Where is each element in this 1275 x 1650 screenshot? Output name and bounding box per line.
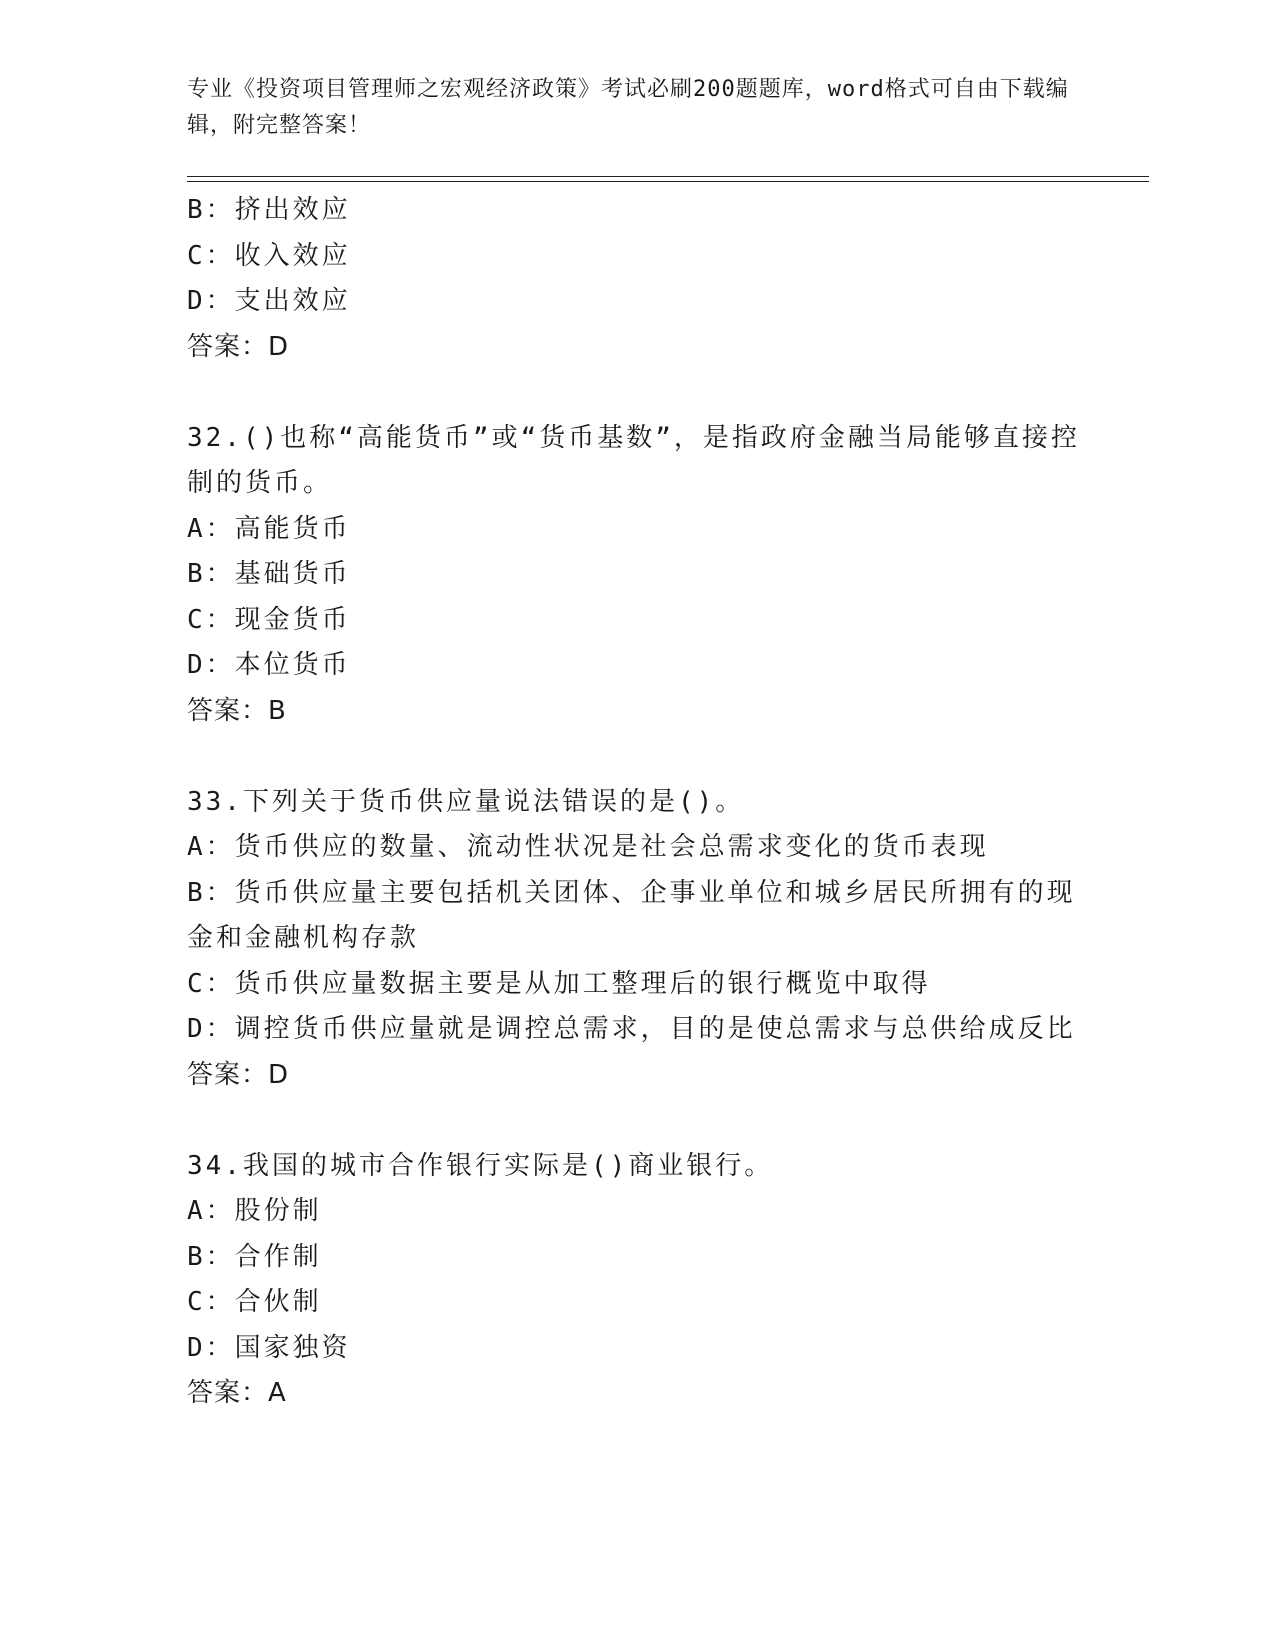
option-b: B：货币供应量主要包括机关团体、企事业单位和城乡居民所拥有的现金和金融机构存款 <box>187 877 1076 953</box>
answer-line: 答案：A <box>187 1378 287 1408</box>
question-stem: 33.下列关于货币供应量说法错误的是()。 <box>187 786 745 817</box>
option-a: A：股份制 <box>187 1196 322 1226</box>
header-double-rule <box>187 176 1149 182</box>
question-stem: 34.我国的城市合作银行实际是()商业银行。 <box>187 1150 774 1181</box>
header-title: 专业《投资项目管理师之宏观经济政策》考试必刷200题题库，word格式可自由下载编辑，附完整答案！ <box>187 77 1069 138</box>
option-b: B：基础货币 <box>187 559 351 589</box>
page-header <box>187 72 1087 144</box>
option-c: C：货币供应量数据主要是从加工整理后的银行概览中取得 <box>187 968 931 999</box>
answer-line: 答案：D <box>187 1059 290 1090</box>
option-d: D：本位货币 <box>187 650 351 680</box>
answer-line: 答案：D <box>187 331 290 362</box>
option-d: D：支出效应 <box>187 286 351 316</box>
question-stem: 32.()也称“高能货币”或“货币基数”，是指政府金融当局能够直接控制的货币。 <box>187 422 1080 498</box>
question-block-33 <box>187 780 1087 1099</box>
option-c: C：合伙制 <box>187 1287 322 1317</box>
option-d: D：国家独资 <box>187 1332 351 1363</box>
option-c: C：收入效应 <box>187 240 351 271</box>
spacer <box>187 1098 1087 1144</box>
question-list <box>187 188 1087 1417</box>
option-c: C：现金货币 <box>187 604 351 635</box>
question-block-partial <box>187 188 1087 370</box>
option-a: A：货币供应的数量、流动性状况是社会总需求变化的货币表现 <box>187 832 989 862</box>
option-d: D：调控货币供应量就是调控总需求，目的是使总需求与总供给成反比 <box>187 1014 1076 1044</box>
option-b: B：挤出效应 <box>187 195 351 225</box>
spacer <box>187 734 1087 780</box>
question-block-32 <box>187 416 1087 735</box>
spacer <box>187 370 1087 416</box>
answer-line: 答案：B <box>187 695 287 726</box>
option-b: B：合作制 <box>187 1241 322 1272</box>
question-block-34 <box>187 1144 1087 1417</box>
option-a: A：高能货币 <box>187 513 351 544</box>
